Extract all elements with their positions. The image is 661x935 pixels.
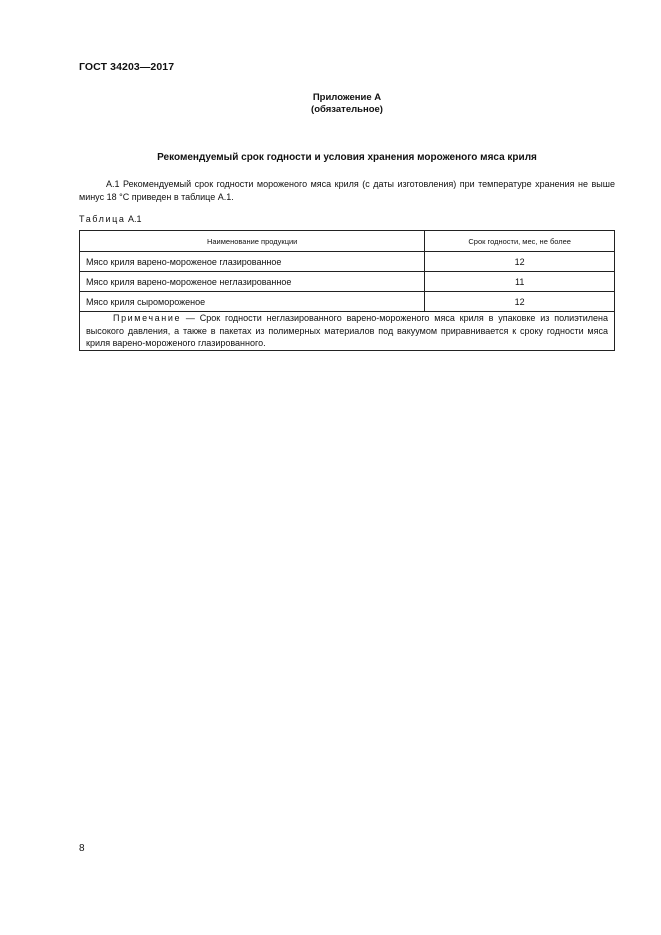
- appendix-title: Приложение А: [312, 92, 382, 103]
- note-text: — Срок годности неглазированного варено-мороженого мяса криля в упаковке из полиэтилена высокого давления, а также в пакетах из полимерных материалов под вакуумом приравнивается к сроку годности мяса криля варено-мороженого глазированного.: [86, 313, 608, 348]
- page-number: 8: [79, 843, 85, 854]
- appendix-heading: [79, 92, 615, 116]
- cell-shelf-life: 11: [425, 272, 615, 292]
- cell-product: Мясо криля варено-мороженое неглазированное: [80, 272, 425, 292]
- table-row: [80, 252, 615, 272]
- appendix-subtitle: (обязательное): [311, 104, 383, 115]
- paragraph-a1: [79, 178, 615, 203]
- table-note-row: [80, 312, 615, 351]
- table-caption-number: А.1: [125, 214, 142, 224]
- cell-shelf-life: 12: [425, 252, 615, 272]
- table-caption-word: Таблица: [79, 214, 126, 224]
- table-row: [80, 272, 615, 292]
- header-product: Наименование продукции: [80, 231, 425, 252]
- table-header-row: [80, 231, 615, 252]
- cell-product: Мясо криля сыромороженое: [80, 292, 425, 312]
- header-shelf-life: Срок годности, мес, не более: [425, 231, 615, 252]
- table-caption: [79, 214, 142, 224]
- document-code: ГОСТ 34203—2017: [79, 61, 175, 73]
- section-title: Рекомендуемый срок годности и условия хранения мороженого мяса криля: [157, 152, 537, 163]
- paragraph-a1-text: А.1 Рекомендуемый срок годности мороженого мяса криля (с даты изготовления) при температуре хранения не выше минус 18 °С приведен в таблице А.1.: [79, 179, 615, 202]
- note-label: Примечание: [113, 313, 182, 323]
- cell-shelf-life: 12: [425, 292, 615, 312]
- cell-product: Мясо криля варено-мороженое глазированное: [80, 252, 425, 272]
- table-note: [80, 312, 615, 351]
- table-row: [80, 292, 615, 312]
- shelf-life-table: [79, 230, 615, 351]
